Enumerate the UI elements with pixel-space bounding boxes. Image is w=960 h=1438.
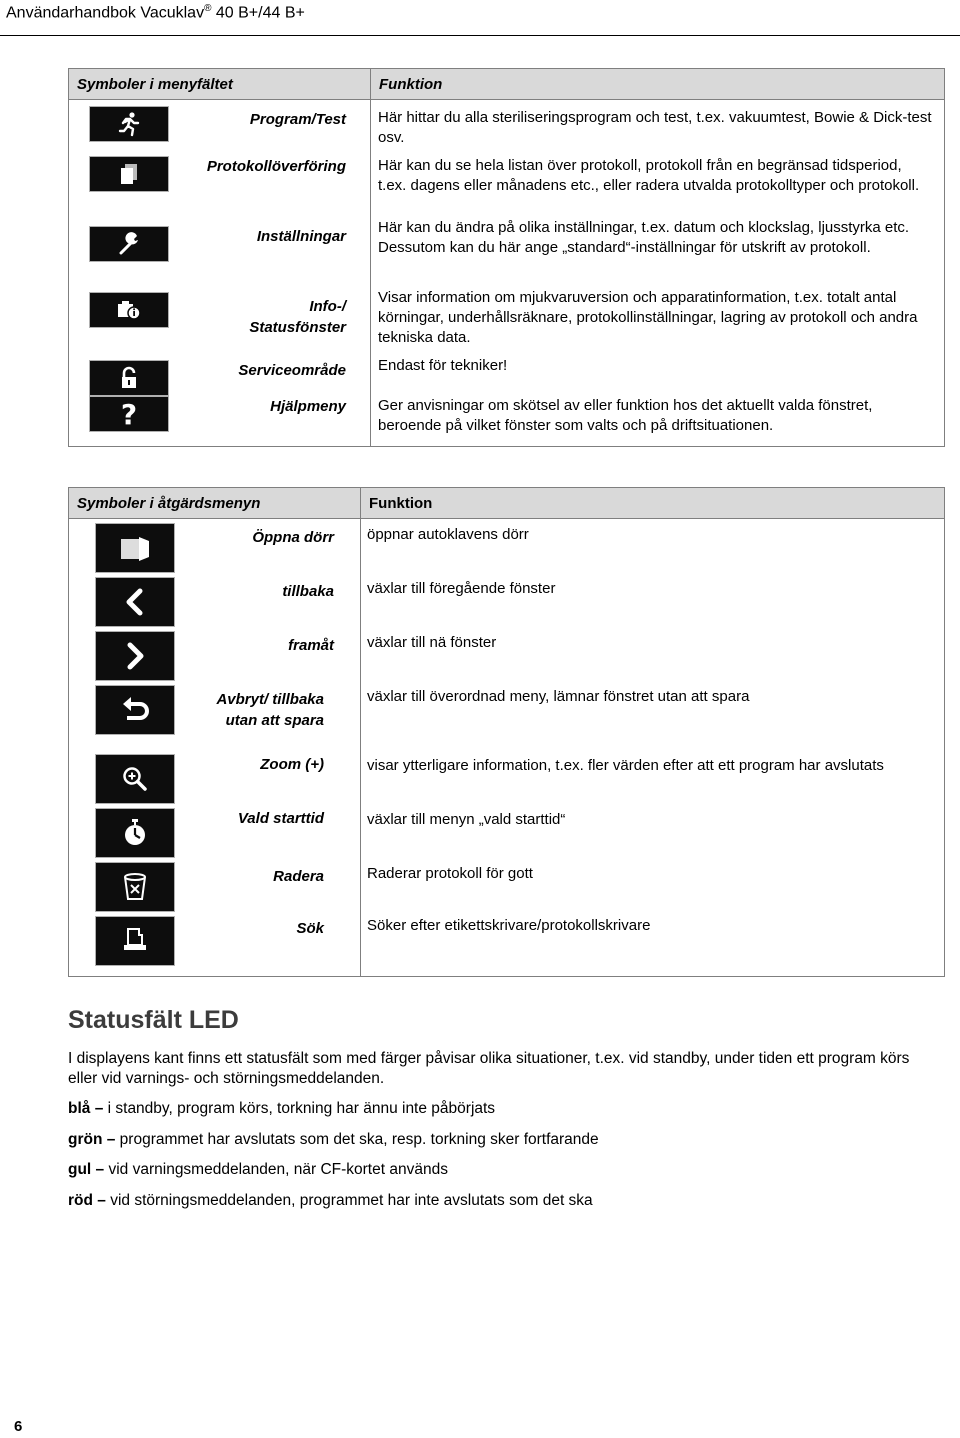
open-door-icon	[95, 523, 175, 573]
intro-paragraph: I displayens kant finns ett statusfält som med färger påvisar olika situationer, t.ex. vid standby, under tiden ett program körs eller vid varnings- och störningsmeddelanden.	[68, 1050, 910, 1087]
action-label: framåt	[288, 637, 334, 654]
header-divider	[0, 35, 960, 36]
led-item-red	[68, 1191, 928, 1211]
stopwatch-icon	[95, 808, 175, 858]
menu-label: Serviceområde	[238, 362, 346, 379]
led-term: gul –	[68, 1161, 105, 1178]
action-label: Vald starttid	[237, 810, 324, 827]
menu-description: Endast för tekniker!	[378, 357, 508, 374]
table-row	[69, 396, 945, 446]
menu-description: Visar information om mjukvaruversion och apparatinformation, t.ex. totalt antal körningar, underhållsräknare, protokollinställningar, lagring av protokoll och andra tekniska data.	[378, 289, 918, 346]
led-item-green	[68, 1130, 928, 1150]
led-text: vid varningsmeddelanden, när CF-kortet används	[104, 1161, 448, 1178]
table-row	[69, 862, 945, 916]
col-header-symbols: Symboler i åtgärdsmenyn	[69, 488, 361, 519]
question-mark-icon	[89, 396, 169, 432]
table-row	[69, 916, 945, 976]
col-header-function: Funktion	[371, 69, 945, 100]
led-term: blå –	[68, 1100, 104, 1117]
col-header-symbols: Symboler i menyfältet	[69, 69, 371, 100]
led-item-blue	[68, 1099, 928, 1119]
running-person-icon	[89, 106, 169, 142]
action-description: växlar till menyn „vald starttid“	[367, 811, 566, 828]
action-label: tillbaka	[282, 583, 334, 600]
padlock-icon	[89, 360, 169, 396]
menu-label: Protokollöverföring	[206, 158, 346, 175]
action-description: öppnar autoklavens dörr	[367, 526, 529, 543]
chevron-right-icon	[95, 631, 175, 681]
table-row	[69, 148, 945, 218]
table-row	[69, 288, 945, 356]
menu-label: Program/Test	[249, 111, 346, 128]
table-row	[69, 627, 945, 681]
menu-label: Inställningar	[256, 228, 346, 245]
action-description: växlar till nä fönster	[367, 634, 497, 651]
action-label: Radera	[273, 868, 324, 885]
device-info-icon	[89, 292, 169, 328]
table-row	[69, 519, 945, 574]
chevron-left-icon	[95, 577, 175, 627]
action-description: växlar till föregående fönster	[367, 580, 556, 597]
menu-label: Hjälpmeny	[270, 398, 346, 415]
led-item-yellow	[68, 1160, 928, 1180]
table-row	[69, 754, 945, 808]
action-label: Sök	[296, 920, 324, 937]
undo-arrow-icon	[95, 685, 175, 735]
table-row	[69, 100, 945, 149]
wrench-icon	[89, 226, 169, 262]
action-label: Öppna dörr	[252, 529, 334, 546]
svg-text:?: ?	[120, 399, 138, 429]
trash-bin-icon	[95, 862, 175, 912]
action-description: Söker efter etikettskrivare/protokollskrivare	[367, 917, 651, 934]
led-term: grön –	[68, 1131, 116, 1148]
documents-icon	[89, 156, 169, 192]
table-row	[69, 218, 945, 288]
page-number: 6	[14, 1418, 23, 1435]
led-text: vid störningsmeddelanden, programmet har inte avslutats som det ska	[105, 1192, 593, 1209]
action-label: Avbryt/ tillbaka utan att spara	[216, 691, 324, 729]
led-text: i standby, program körs, torkning har ännu inte påbörjats	[103, 1100, 496, 1117]
menu-description: Här kan du ändra på olika inställningar, t.ex. datum och klockslag, ljusstyrka etc. Dessutom kan du här ange „standard“-inställningar för utskrift av protokoll.	[378, 219, 910, 256]
menu-description: Här hittar du alla steriliseringsprogram och test, t.ex. vakuumtest, Bowie & Dick-test osv.	[378, 109, 932, 146]
printer-search-icon	[95, 916, 175, 966]
menu-description: Här kan du se hela listan över protokoll, protokoll från en begränsad tidsperiod, t.ex. dagens eller månadens etc., eller radera utvalda protokolltyper och protokoll.	[378, 157, 920, 194]
table-row	[69, 573, 945, 627]
menu-symbols-table	[68, 68, 945, 447]
table-row	[69, 356, 945, 396]
section-heading: Statusfält LED	[68, 1006, 239, 1034]
document-title: Användarhandbok Vacuklav® 40 B+/44 B+	[6, 3, 305, 22]
action-description: visar ytterligare information, t.ex. fler värden efter att ett program har avslutats	[367, 757, 884, 774]
action-label: Zoom (+)	[260, 756, 324, 773]
led-term: röd –	[68, 1192, 106, 1209]
zoom-in-icon	[95, 754, 175, 804]
action-symbols-table	[68, 487, 945, 977]
table-row	[69, 681, 945, 754]
led-text: programmet har avslutats som det ska, resp. torkning sker fortfarande	[115, 1131, 599, 1148]
menu-description: Ger anvisningar om skötsel av eller funktion hos det aktuellt valda fönstret, beroende på vilket fönster som valts och på driftsituationen.	[378, 397, 873, 434]
table-row	[69, 808, 945, 862]
col-header-function: Funktion	[361, 488, 945, 519]
action-description: Raderar protokoll för gott	[367, 865, 533, 882]
menu-label: Info-/ Statusfönster	[249, 298, 346, 336]
action-description: växlar till överordnad meny, lämnar fönstret utan att spara	[367, 688, 750, 705]
